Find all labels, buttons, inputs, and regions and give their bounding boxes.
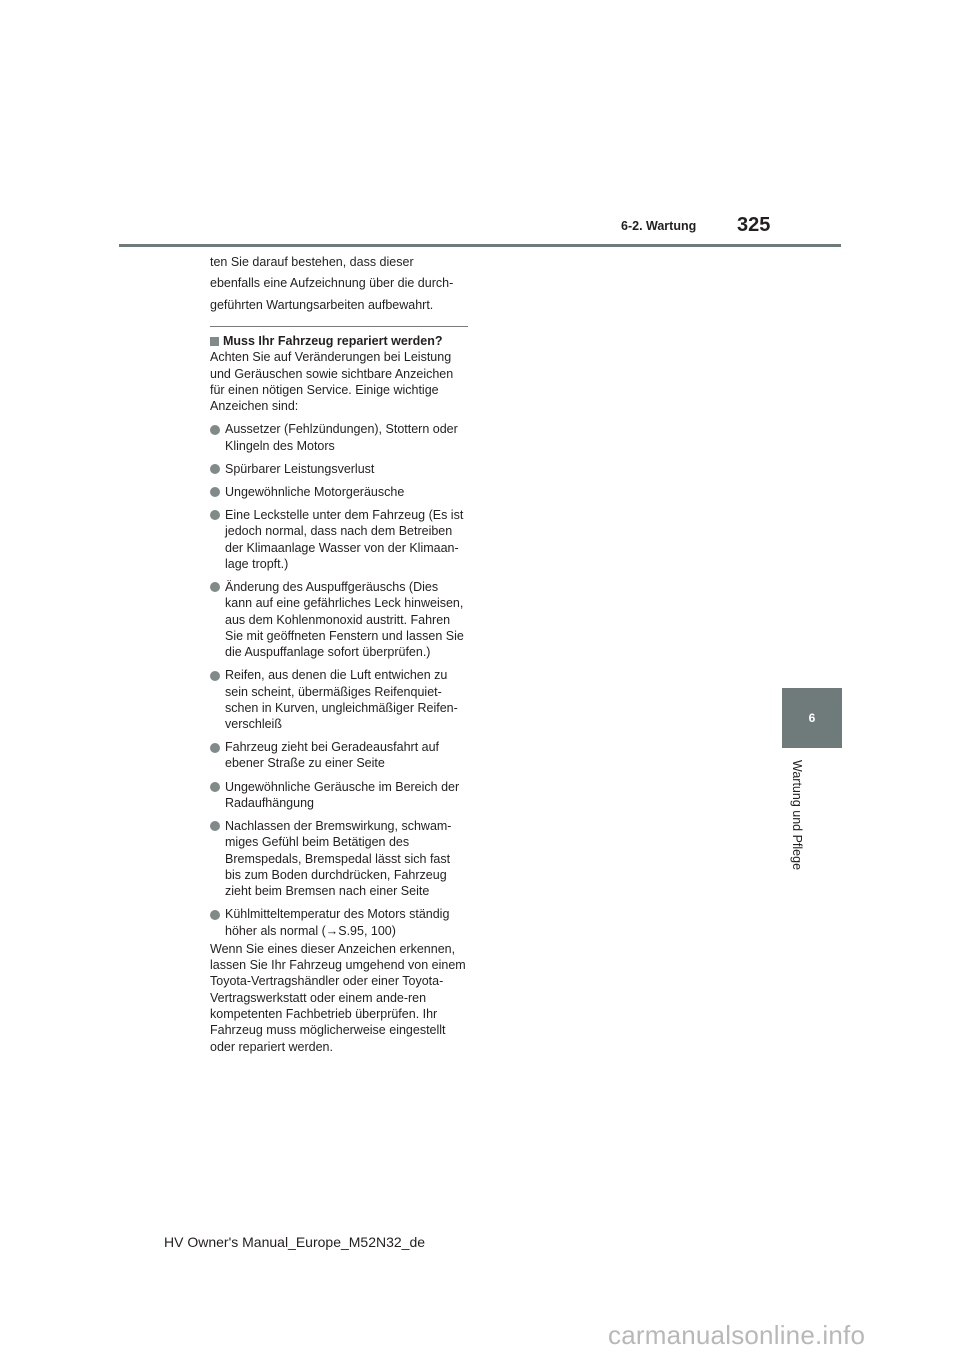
square-bullet-icon [210,337,219,346]
section-heading [210,333,468,349]
list-item [210,484,468,500]
intro-line: ten Sie darauf bestehen, dass dieser [210,255,414,269]
list-item-text: Fahrzeug zieht bei Geradeausfahrt auf ebener Straße zu einer Seite [225,740,440,771]
section-intro: Achten Sie auf Veränderungen bei Leistung und Geräuschen sowie sichtbare Anzeichen für einen nötigen Service. Einige wichtige Anzeichen sind: [210,350,454,414]
circle-bullet-icon [210,464,220,474]
list-item [210,906,468,939]
circle-bullet-icon [210,782,220,792]
list-item-text: Ungewöhnliche Motorgeräusche [225,484,405,499]
footer-manual-id: HV Owner's Manual_Europe_M52N32_de [164,1234,426,1250]
circle-bullet-icon [210,425,220,435]
list-item-text: Eine Leckstelle unter dem Fahrzeug (Es ist jedoch normal, dass nach dem Betreiben der Klimaanlage Wasser von der Klimaan-lage tropft.) [225,507,464,571]
circle-bullet-icon [210,510,220,520]
circle-bullet-icon [210,910,220,920]
section-divider [210,326,468,327]
circle-bullet-icon [210,582,220,592]
circle-bullet-icon [210,671,220,681]
circle-bullet-icon [210,821,220,831]
chapter-label: Wartung und Pflege [790,760,804,871]
section-header: 6-2. Wartung [621,219,697,233]
list-item-text: Aussetzer (Fehlzündungen), Stottern oder Klingeln des Motors [225,422,458,453]
list-item [210,507,468,572]
header-divider [119,244,841,247]
list-item [210,779,468,812]
main-content [210,254,468,1055]
list-item [210,421,468,454]
intro-line: ebenfalls eine Aufzeichnung über die durch- [210,276,454,291]
list-item [210,818,468,899]
chapter-tab: 6 [782,688,842,748]
list-item-text: Änderung des Auspuffgeräuschs (Dies kann auf eine gefährliches Leck hinweisen, aus dem Kohlenmonoxid austritt. Fahren Sie mit geöffneten Fenstern und lassen Sie die Auspuffanlage sofort überprüfen.) [225,579,464,660]
list-item [210,461,468,477]
intro-line: geführten Wartungsarbeiten aufbewahrt. [210,297,434,312]
list-item [210,667,468,732]
list-item-text: Kühlmitteltemperatur des Motors ständig höher als normal (→S.95, 100) [225,907,450,938]
list-item [210,739,468,772]
list-item-text: Nachlassen der Bremswirkung, schwam-miges Gefühl beim Betätigen des Bremspedals, Bremspedal lässt sich fast bis zum Boden durchdrücken, Fahrzeug zieht beim Bremsen nach einer Seite [225,818,452,899]
list-item-text: Ungewöhnliche Geräusche im Bereich der Radaufhängung [225,779,460,810]
list-item [210,579,468,660]
section-heading-text: Muss Ihr Fahrzeug repariert werden? [223,334,443,349]
page-number: 325 [737,214,771,236]
watermark: carmanualsonline.info [608,1320,866,1350]
list-item-text: Reifen, aus denen die Luft entwichen zu sein scheint, übermäßiges Reifenquiet-schen in Kurven, ungleichmäßiger Reifen-verschleiß [225,668,458,732]
circle-bullet-icon [210,743,220,753]
circle-bullet-icon [210,487,220,497]
list-item-text: Spürbarer Leistungsverlust [225,461,375,476]
closing-paragraph: Wenn Sie eines dieser Anzeichen erkennen, lassen Sie Ihr Fahrzeug umgehend von einem Toyota-Vertragshändler oder einer Toyota-Vertragswerkstatt oder einem ande-ren kompetenten Fachbetrieb überprüfen. Ihr Fahrzeug muss möglicherweise eingestellt oder repariert werden. [210,941,466,1054]
